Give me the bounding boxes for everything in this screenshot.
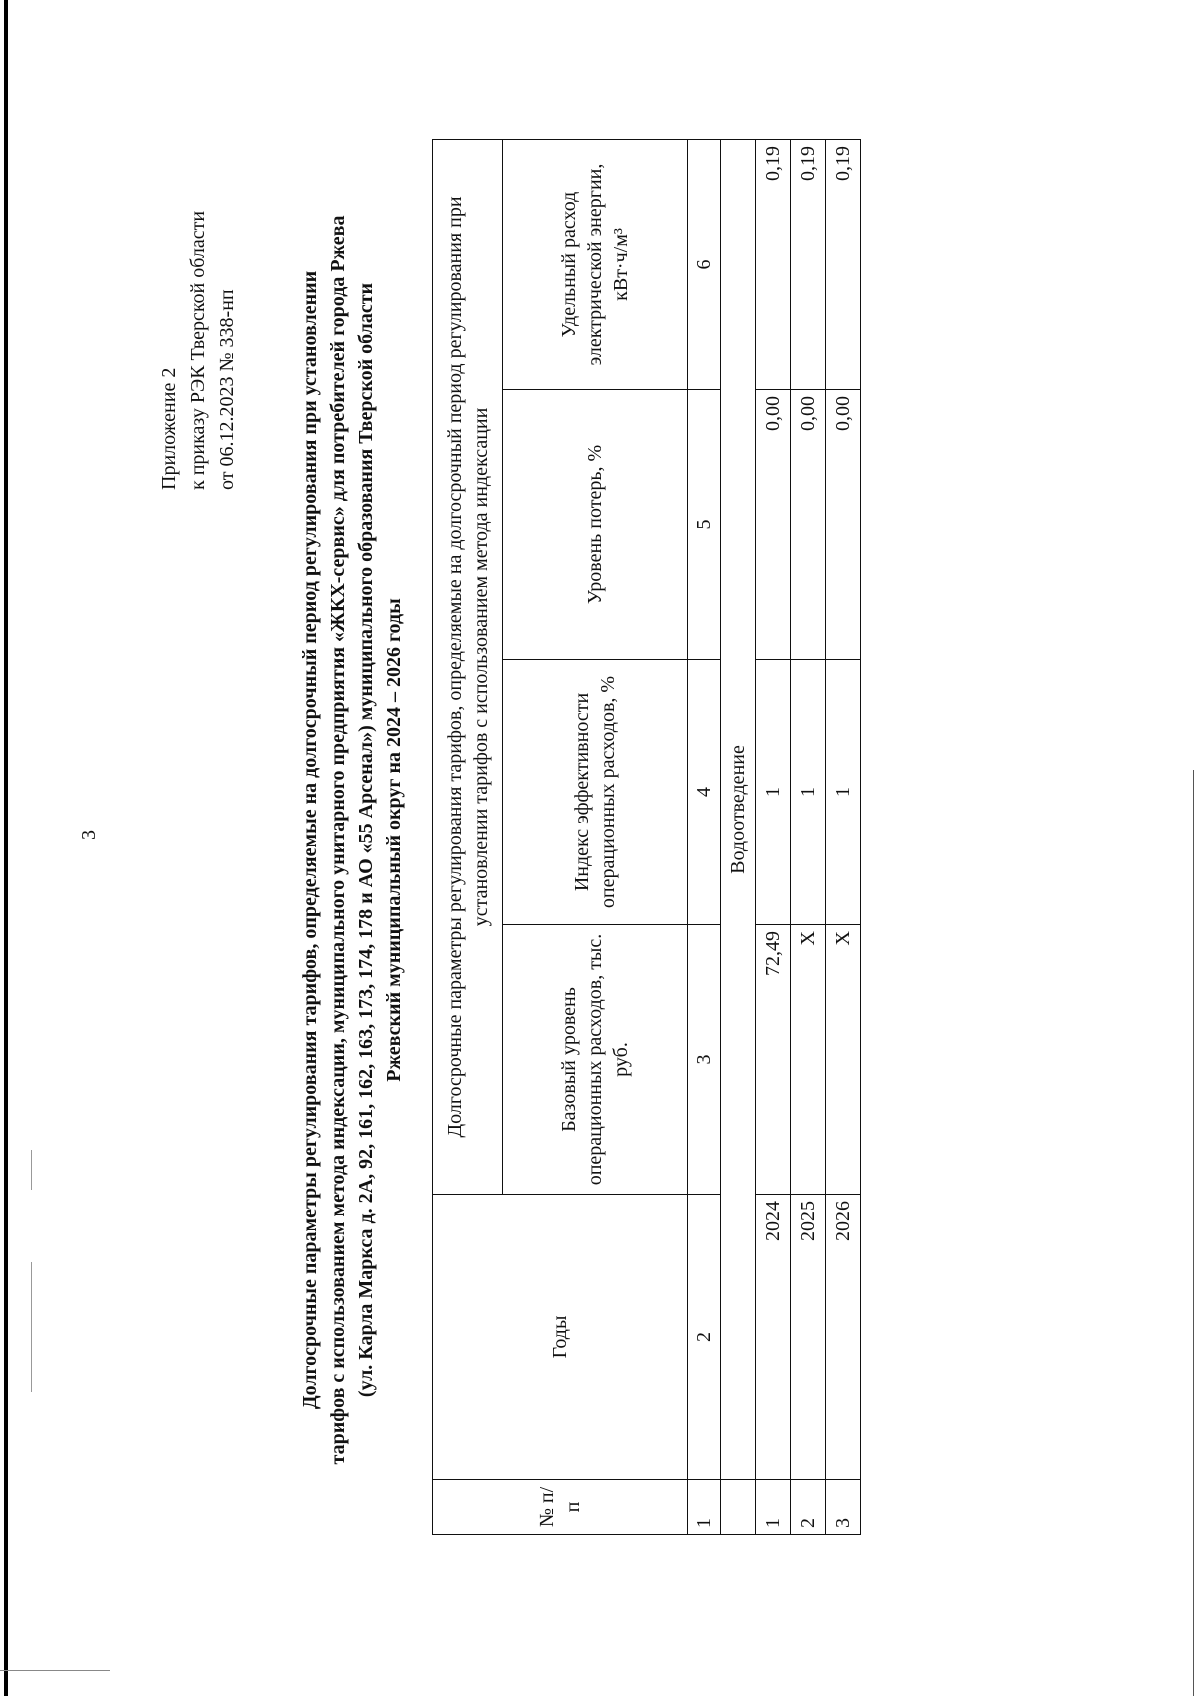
header-losses: Уровень потерь, % [503,390,688,660]
section-title: Водоотведение [721,139,756,1479]
row-energy: 0,19 [826,139,861,389]
row-efficiency-index: 1 [791,660,826,925]
title-line: (ул. Карла Маркса д. 2А, 92, 161, 162, 163, 173, 174, 178 и АО «55 Арсенал») муниципального образования Тверской области [355,282,377,1398]
column-number: 6 [688,139,721,389]
table-row [826,139,861,1534]
appendix-line: от 06.12.2023 № 338-нп [216,289,238,490]
scan-tick-mark [31,1150,32,1190]
appendix-line: к приказу РЭК Тверской области [187,210,209,490]
table-row [756,139,791,1534]
row-year: 2024 [756,1195,791,1480]
column-number: 5 [688,390,721,660]
parameters-table [432,139,861,1535]
column-number: 4 [688,660,721,925]
header-group: Долгосрочные параметры регулирования тарифов, определяемые на долгосрочный период регулирования при установлении тарифов с использованием метода индексации [433,139,503,1194]
header-row [433,139,503,1534]
title-line: Ржевский муниципальный округ на 2024 – 2026 годы [383,598,405,1082]
scan-right-edge [1193,770,1194,1696]
column-number: 2 [688,1195,721,1480]
rotated-content [60,90,854,1590]
header-energy: Удельный расход электрической энергии, кВт·ч/м³ [503,139,688,389]
header-num: № п/п [433,1480,688,1535]
row-energy: 0,19 [791,139,826,389]
column-number-row [688,139,721,1534]
column-number: 1 [688,1480,721,1535]
header-years: Годы [433,1195,688,1480]
scan-tick-mark [31,1262,32,1392]
row-num: 1 [756,1480,791,1535]
scan-left-edge [4,0,8,1696]
column-number: 3 [688,925,721,1195]
row-num: 2 [791,1480,826,1535]
row-efficiency-index: 1 [756,660,791,925]
row-year: 2026 [826,1195,861,1480]
row-base-opex: 72,49 [756,925,791,1195]
row-year: 2025 [791,1195,826,1480]
row-losses: 0,00 [826,390,861,660]
title-line: Долгосрочные параметры регулирования тарифов, определяемые на долгосрочный период регулирования при установлении [299,270,321,1410]
row-losses: 0,00 [791,390,826,660]
title-line: тарифов с использованием метода индексации, муниципального унитарного предприятия «ЖКХ-сервис» для потребителей города Ржева [327,215,349,1465]
section-row [721,139,756,1534]
page-number: 3 [78,830,100,840]
section-spacer [721,1480,756,1535]
appendix-line: Приложение 2 [158,367,180,490]
header-base-opex: Базовый уровень операционных расходов, тыс. руб. [503,925,688,1195]
row-energy: 0,19 [756,139,791,389]
appendix-block [155,70,242,490]
row-base-opex: Х [826,925,861,1195]
document-title [296,90,408,1590]
scan-bottom-mark [0,1670,110,1671]
table-row [791,139,826,1534]
row-efficiency-index: 1 [826,660,861,925]
row-num: 3 [826,1480,861,1535]
row-base-opex: Х [791,925,826,1195]
row-losses: 0,00 [756,390,791,660]
header-efficiency-index: Индекс эффективности операционных расходов, % [503,660,688,925]
